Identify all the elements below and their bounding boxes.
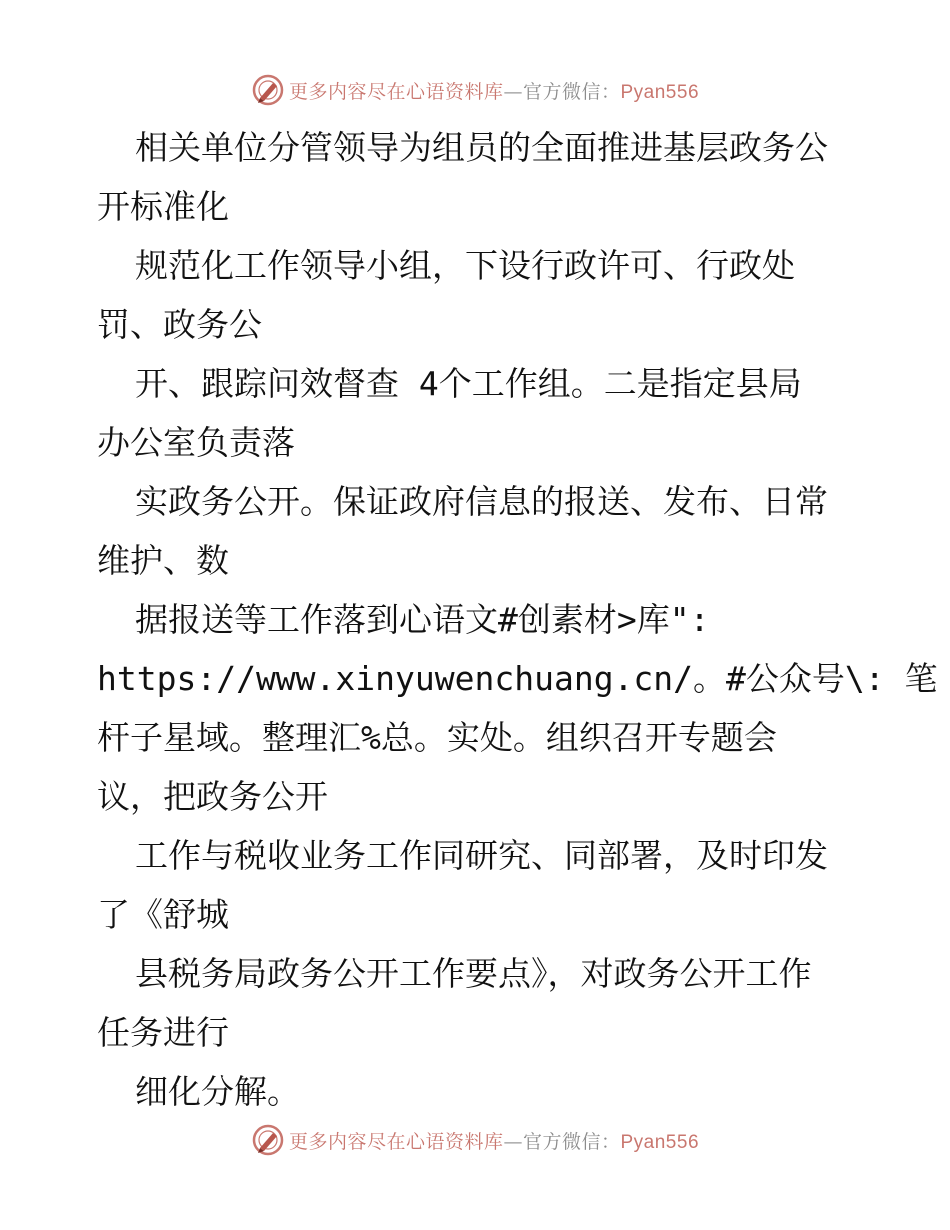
footer-watermark [0,1120,950,1160]
text-line: 办公室负责落 [97,423,295,462]
watermark-separator: — [503,1130,523,1153]
watermark-wechat-label: 官方微信： [522,1130,621,1153]
watermark-separator: — [503,80,523,103]
text-line: 细化分解。 [135,1072,300,1111]
text-line: https://www.xinyuwenchuang.cn/。#公众号\: 笔 [97,659,938,698]
pen-logo-icon [251,1123,285,1157]
document-body [97,118,938,1121]
watermark-wechat-id: Pyan556 [620,1131,700,1153]
text-line: 规范化工作领导小组，下设行政许可、行政处 [135,246,795,285]
text-line: 维护、数 [97,541,229,580]
watermark-main-text: 更多内容尽在心语资料库 [288,80,504,103]
text-line: 相关单位分管领导为组员的全面推进基层政务公 [135,128,828,167]
text-line: 任务进行 [97,1013,229,1052]
header-watermark [0,70,950,110]
watermark-wechat-id: Pyan556 [620,81,700,103]
text-line: 开标准化 [97,187,229,226]
text-line: 工作与税收业务工作同研究、同部署，及时印发 [135,836,828,875]
text-line: 开、跟踪问效督查 4个工作组。二是指定县局 [135,364,802,403]
text-line: 实政务公开。保证政府信息的报送、发布、日常 [135,482,828,521]
text-line: 了《舒城 [97,895,229,934]
text-line: 杆子星域。整理汇%总。实处。组织召开专题会 [97,718,777,757]
text-line: 据报送等工作落到心语文#创素材>库": [135,600,710,639]
text-line: 议，把政务公开 [97,777,328,816]
pen-logo-icon [251,73,285,107]
watermark-wechat-label: 官方微信： [522,80,621,103]
text-line: 罚、政务公 [97,305,262,344]
watermark-main-text: 更多内容尽在心语资料库 [288,1130,504,1153]
text-line: 县税务局政务公开工作要点》，对政务公开工作 [135,954,812,993]
